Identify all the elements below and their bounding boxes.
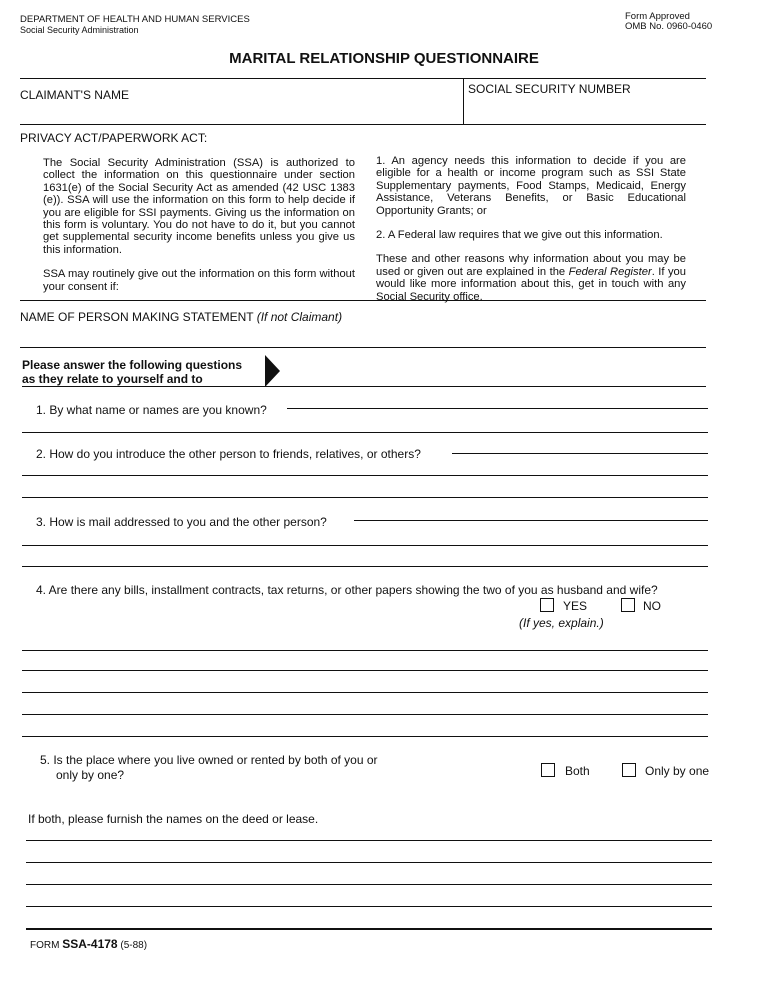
privacy-heading: PRIVACY ACT/PAPERWORK ACT: (20, 131, 208, 145)
answer-line[interactable] (287, 408, 708, 409)
person-statement-field[interactable] (20, 324, 706, 346)
answer-line[interactable] (26, 840, 712, 841)
department-name: DEPARTMENT OF HEALTH AND HUMAN SERVICES (20, 14, 250, 25)
privacy-paragraph: 2. A Federal law requires that we give out this information. (376, 229, 663, 242)
no-checkbox[interactable] (621, 598, 635, 612)
answer-line[interactable] (22, 432, 708, 433)
both-label: Both (565, 764, 590, 778)
answer-line[interactable] (22, 475, 708, 476)
only-by-one-checkbox[interactable] (622, 763, 636, 777)
no-label: NO (643, 599, 661, 613)
privacy-left-column (43, 157, 355, 305)
form-number: FORM SSA-4178 (5-88) (30, 937, 148, 951)
question-5: 5. Is the place where you live owned or rented by both of you or only by one? (40, 753, 378, 782)
claimant-name-field[interactable] (20, 100, 460, 122)
question-4: 4. Are there any bills, installment contracts, tax returns, or other papers showing the two of you as husband and wife? (36, 583, 658, 597)
ssn-field[interactable] (466, 96, 704, 122)
answer-line[interactable] (22, 566, 708, 567)
answer-line[interactable] (26, 928, 712, 930)
page-title: MARITAL RELATIONSHIP QUESTIONNAIRE (229, 50, 539, 67)
answer-line[interactable] (26, 862, 712, 863)
answer-line[interactable] (26, 884, 712, 885)
privacy-paragraph: 1. An agency needs this information to decide if you are eligible for a health or income program such as SSI State Supplementary payments, Food Stamps, Medicaid, Energy Assistance, Veterans Benefits, or Basic Educational Opportunity Grants; or (376, 155, 686, 217)
privacy-paragraph: The Social Security Administration (SSA) is authorized to collect the information on this questionnaire under section 1631(e) of the Social Security Act as amended (42 USC 1383 (e)). SSA will use the information on this form to help decide if you are eligible for SSI payments. Giving us the information on this form is voluntary. You do not have to do it, but you cannot get supplemental security income benefits unless you give us this information. (43, 157, 355, 256)
question-2: 2. How do you introduce the other person to friends, relatives, or others? (36, 447, 421, 461)
instructions: Please answer the following questions as they relate to yourself and to (22, 358, 243, 386)
only-by-one-label: Only by one (645, 764, 710, 778)
question-5-followup: If both, please furnish the names on the deed or lease. (28, 812, 319, 826)
person-statement-label: NAME OF PERSON MAKING STATEMENT (If not Claimant) (20, 310, 343, 324)
answer-line[interactable] (22, 497, 708, 498)
both-checkbox[interactable] (541, 763, 555, 777)
yes-checkbox[interactable] (540, 598, 554, 612)
ssn-label: SOCIAL SECURITY NUMBER (468, 82, 631, 96)
privacy-paragraph: SSA may routinely give out the information on this form without your consent if: (43, 268, 355, 293)
agency-name: Social Security Administration (20, 25, 139, 35)
if-yes-note: (If yes, explain.) (519, 616, 604, 630)
claimant-name-label: CLAIMANT'S NAME (20, 88, 129, 102)
answer-line[interactable] (354, 520, 708, 521)
answer-line[interactable] (26, 906, 712, 907)
answer-line[interactable] (22, 670, 708, 671)
privacy-paragraph: These and other reasons why information about you may be used or given out are explained in the Federal Register. If you would like more information about this, get in touch with any Social Security office. (376, 253, 686, 303)
question-3: 3. How is mail addressed to you and the other person? (36, 515, 327, 529)
answer-line[interactable] (22, 714, 708, 715)
yes-label: YES (563, 599, 588, 613)
question-1: 1. By what name or names are you known? (36, 403, 267, 417)
arrow-icon (265, 355, 280, 387)
answer-line[interactable] (22, 736, 708, 737)
answer-line[interactable] (22, 692, 708, 693)
form-approved: Form Approved (625, 11, 690, 22)
answer-line[interactable] (22, 650, 708, 651)
privacy-right-column (376, 155, 686, 315)
answer-line[interactable] (22, 545, 708, 546)
omb-number: OMB No. 0960-0460 (625, 21, 713, 32)
answer-line[interactable] (452, 453, 708, 454)
